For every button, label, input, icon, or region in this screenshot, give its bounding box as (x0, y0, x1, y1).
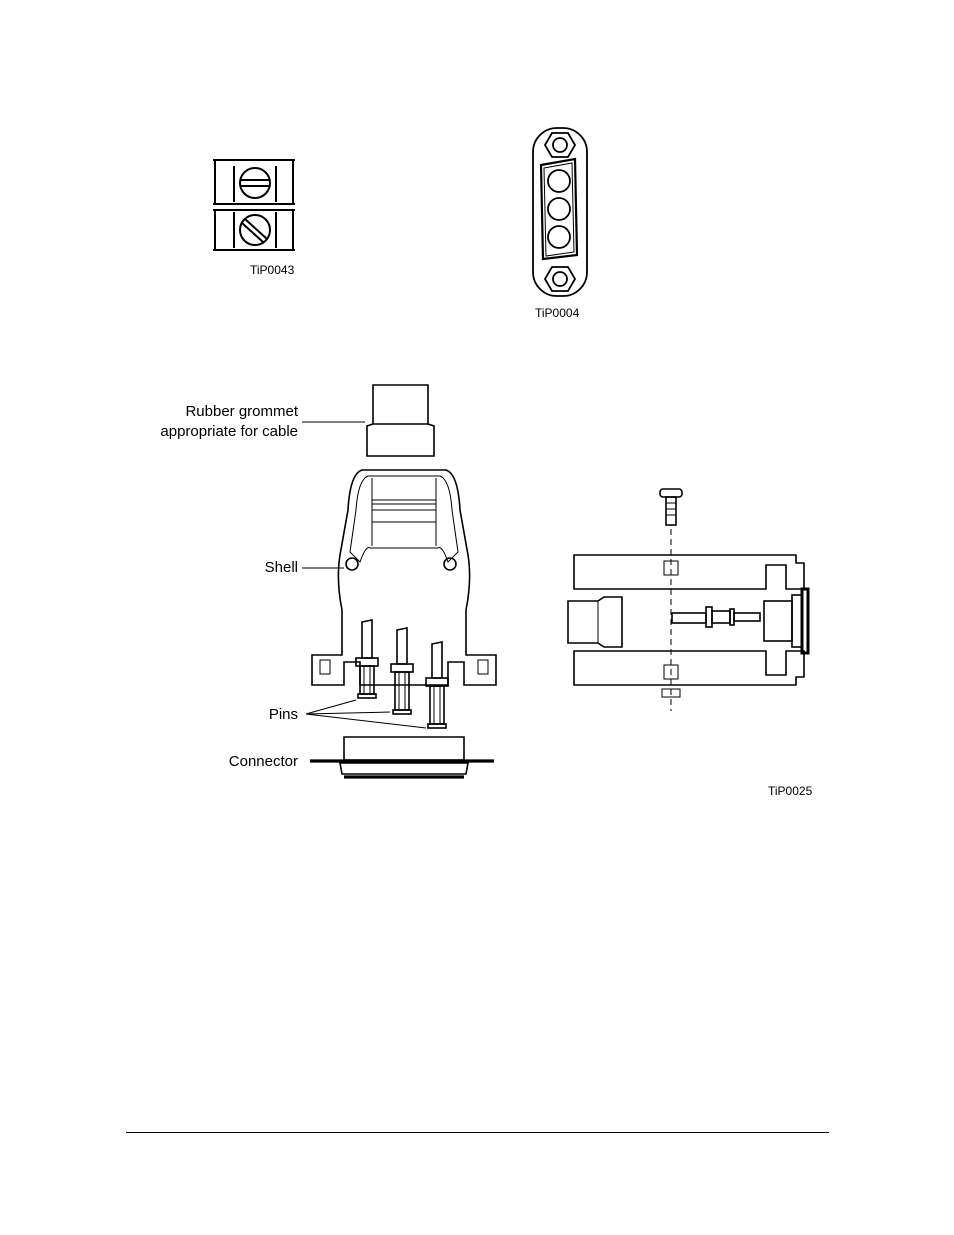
section-view-figure (560, 485, 830, 715)
connector-face-figure (525, 125, 595, 300)
callout-shell: Shell (264, 559, 298, 576)
callout-grommet-line1: Rubber grommet (185, 403, 298, 420)
footer-rule (126, 1132, 829, 1133)
shell-icon (312, 470, 496, 685)
figure-label-connector-face: TiP0004 (535, 306, 580, 320)
figure-label-assembly: TiP0025 (768, 784, 813, 798)
connector-icon-section (764, 589, 808, 653)
pin-icon-1 (356, 620, 378, 698)
pin-icon-2 (391, 628, 413, 714)
rubber-grommet-icon (367, 385, 434, 456)
screw-icon-bottom (240, 215, 270, 245)
figure-label-terminal-block: TiP0043 (250, 263, 295, 277)
pin-icon-section (672, 607, 760, 627)
callout-pins: Pins (268, 706, 298, 723)
connector-icon (310, 737, 494, 777)
screw-icon-top (240, 168, 270, 198)
callout-rubber-grommet (130, 402, 298, 442)
exploded-assembly-figure (300, 380, 510, 785)
callout-connector: Connector (228, 753, 298, 770)
callout-grommet-line2: appropriate for cable (160, 423, 298, 440)
terminal-block-figure (205, 150, 305, 260)
screw-icon-section (660, 489, 682, 525)
